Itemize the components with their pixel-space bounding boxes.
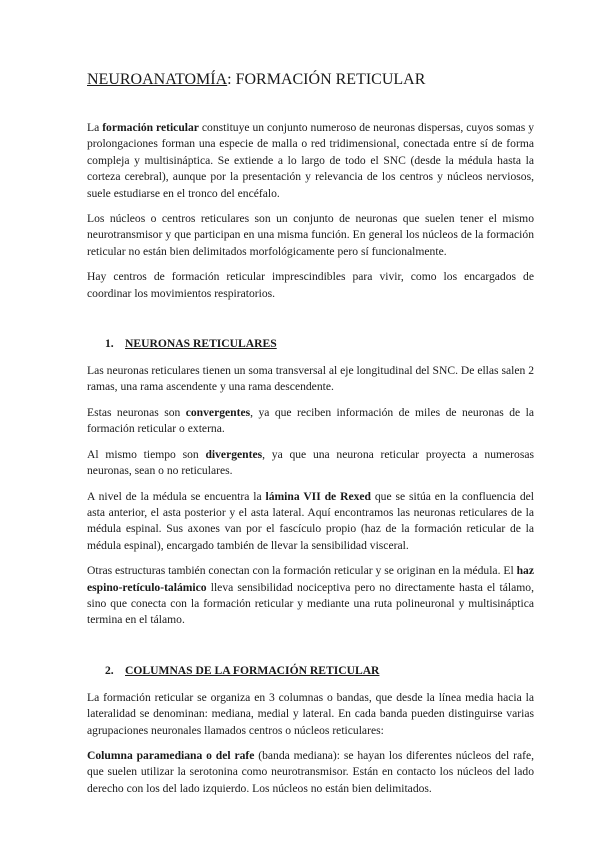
intro-paragraph-1 [87, 120, 534, 202]
section-number: 1. [105, 337, 114, 351]
section2-paragraph-2 [87, 748, 534, 797]
text-run: , ya que reciben información de miles de neuronas de la formación reticular o externa. [87, 405, 534, 436]
spacer [87, 638, 534, 663]
section-title: NEURONAS RETICULARES [125, 337, 277, 351]
spacer [87, 311, 534, 336]
bold-term: haz espino-retículo-talámico [87, 564, 534, 594]
text-run: Otras estructuras también conectan con la formación reticular y se originan en la médula. El [87, 564, 517, 578]
bold-term: Columna paramediana o del rafe [87, 748, 255, 762]
document-body [87, 120, 534, 806]
bold-term: lámina VII de Rexed [265, 489, 371, 503]
section-heading-2 [87, 663, 534, 679]
bold-term: convergentes [185, 405, 251, 419]
text-run: lleva sensibilidad nociceptiva pero no directamente hasta el tálamo, sino que conecta con la formación reticular y mediante una ruta polineuronal y multisináptica termina en el tálamo. [87, 580, 534, 627]
section-title: COLUMNAS DE LA FORMACIÓN RETICULAR [125, 663, 380, 677]
section1-paragraph-2 [87, 405, 534, 438]
section1-paragraph-5 [87, 563, 534, 629]
section1-paragraph-4 [87, 489, 534, 555]
section1-paragraph-1: Las neuronas reticulares tienen un soma transversal al eje longitudinal del SNC. De ellas salen 2 ramas, una rama ascendente y una rama descendente. [87, 364, 534, 394]
section2-paragraph-1: La formación reticular se organiza en 3 columnas o bandas, que desde la línea media hacia la lateralidad se denominan: mediana, medial y lateral. En cada banda pueden distinguirse varias agrupaciones neuronales llamados centros o núcleos reticulares: [87, 690, 534, 737]
text-run: La [87, 121, 103, 134]
text-run: Al mismo tiempo son [87, 447, 206, 461]
title-part-neuroanatomia: NEUROANATOMÍA [87, 71, 228, 88]
text-run: A nivel de la médula se encuentra la [87, 489, 266, 503]
intro-paragraph-3: Hay centros de formación reticular imprescindibles para vivir, como los encargados de coordinar los movimientos respiratorios. [87, 270, 534, 300]
bold-term: divergentes [205, 447, 263, 461]
text-run: que se sitúa en la confluencia del asta anterior, el asta posterior y el asta lateral. Aquí encontramos las neuronas reticulares de la médula espinal. Sus axones van por el fascículo propio (haz de la formación reticular de la médula espinal), encargado también de llevar la sensibilidad visceral. [87, 489, 534, 552]
text-run: , ya que una neurona reticular proyecta a numerosas neuronas, sean o no reticulares. [87, 447, 535, 478]
section-number: 2. [105, 663, 114, 677]
title-part-formacion: : FORMACIÓN RETICULAR [227, 71, 426, 88]
text-run: Estas neuronas son [87, 405, 186, 419]
section1-paragraph-3 [87, 447, 534, 480]
section-heading-1 [87, 336, 534, 352]
page-title [87, 70, 527, 90]
bold-term: formación reticular [102, 121, 199, 134]
text-run: (banda mediana): se hayan los diferentes núcleos del rafe, que suelen utilizar la serotonina como neurotransmisor. Están en contacto los núcleos del lado derecho con los del lado izquierdo. Los núcleos no están bien delimitados. [87, 748, 534, 795]
text-run: constituye un conjunto numeroso de neuronas dispersas, cuyos somas y prolongaciones forman una especie de malla o red tridimensional, conectada entre sí de forma compleja y multisináptica. Se extiende a lo largo de todo el SNC (desde la médula hasta la corteza cerebral), aunque por la presentación y relevancia de los centros y núcleos nerviosos, suele estudiarse en el tronco del encéfalo. [87, 121, 534, 200]
intro-paragraph-2: Los núcleos o centros reticulares son un conjunto de neuronas que suelen tener el mismo neurotransmisor y que participan en una misma función. En general los núcleos de la formación reticular no están bien delimitados morfológicamente pero sí funcionalmente. [87, 212, 534, 258]
